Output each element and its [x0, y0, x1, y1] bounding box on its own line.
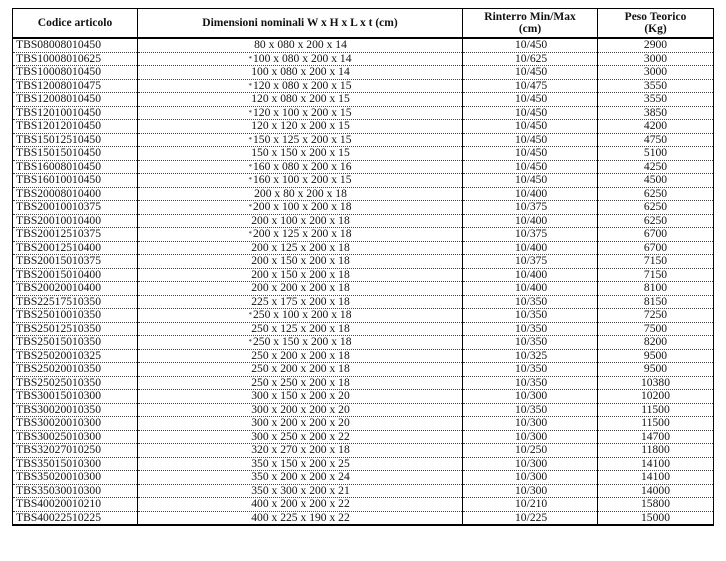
cell-code: TBS15012510450	[13, 133, 138, 147]
asterisk-mark: *	[248, 230, 252, 239]
cell-dimensions	[138, 187, 463, 201]
cell-weight: 14100	[598, 471, 714, 485]
cell-dimensions	[138, 147, 463, 161]
table-row	[13, 457, 714, 471]
cell-code: TBS22517510350	[13, 295, 138, 309]
asterisk-mark: *	[248, 108, 252, 117]
cell-dimensions	[138, 160, 463, 174]
product-table	[12, 8, 714, 526]
dimensions-value: 200 x 80 x 200 x 18	[254, 187, 347, 200]
cell-weight: 7500	[598, 322, 714, 336]
cell-backfill: 10/400	[463, 268, 598, 282]
dimensions-value: 200 x 100 x 200 x 18	[252, 200, 352, 214]
cell-weight: 6250	[598, 201, 714, 215]
table-row	[13, 160, 714, 174]
cell-dimensions	[138, 511, 463, 525]
cell-dimensions	[138, 66, 463, 80]
cell-dimensions	[138, 430, 463, 444]
table-row	[13, 147, 714, 161]
table-row	[13, 511, 714, 525]
cell-weight: 3550	[598, 79, 714, 93]
cell-backfill: 10/375	[463, 228, 598, 242]
cell-dimensions	[138, 255, 463, 269]
cell-dimensions	[138, 201, 463, 215]
cell-weight: 11500	[598, 417, 714, 431]
cell-code: TBS12012010450	[13, 120, 138, 134]
table-row	[13, 66, 714, 80]
table-row	[13, 133, 714, 147]
table-row	[13, 187, 714, 201]
table-row	[13, 430, 714, 444]
cell-dimensions	[138, 79, 463, 93]
cell-code: TBS15015010450	[13, 147, 138, 161]
table-row	[13, 228, 714, 242]
cell-code: TBS30025010300	[13, 430, 138, 444]
table-row	[13, 444, 714, 458]
dimensions-value: 350 x 200 x 200 x 24	[251, 470, 350, 484]
header-weight-line2: (Kg)	[644, 23, 667, 35]
dimensions-value: 300 x 150 x 200 x 20	[251, 389, 350, 403]
cell-weight: 9500	[598, 349, 714, 363]
asterisk-mark: *	[248, 338, 252, 347]
cell-dimensions	[138, 133, 463, 147]
cell-weight: 5100	[598, 147, 714, 161]
cell-dimensions	[138, 444, 463, 458]
cell-code: TBS35030010300	[13, 484, 138, 498]
cell-dimensions	[138, 376, 463, 390]
cell-dimensions	[138, 457, 463, 471]
table-row	[13, 52, 714, 66]
cell-backfill: 10/350	[463, 295, 598, 309]
dimensions-value: 350 x 150 x 200 x 25	[251, 457, 350, 470]
asterisk-mark: *	[248, 54, 252, 63]
cell-weight: 8200	[598, 336, 714, 350]
header-dimensions: Dimensioni nominali W x H x L x t (cm)	[138, 9, 463, 39]
cell-dimensions	[138, 336, 463, 350]
cell-dimensions	[138, 120, 463, 134]
cell-code: TBS20010010400	[13, 214, 138, 228]
cell-dimensions	[138, 268, 463, 282]
cell-backfill: 10/450	[463, 160, 598, 174]
cell-weight: 10200	[598, 390, 714, 404]
cell-dimensions	[138, 498, 463, 512]
cell-backfill: 10/350	[463, 322, 598, 336]
header-backfill	[463, 9, 598, 39]
cell-backfill: 10/300	[463, 484, 598, 498]
cell-backfill: 10/375	[463, 255, 598, 269]
cell-dimensions	[138, 322, 463, 336]
cell-backfill: 10/325	[463, 349, 598, 363]
cell-code: TBS40020010210	[13, 498, 138, 512]
cell-weight: 10380	[598, 376, 714, 390]
cell-dimensions	[138, 349, 463, 363]
cell-backfill: 10/210	[463, 498, 598, 512]
cell-backfill: 10/300	[463, 471, 598, 485]
dimensions-value: 300 x 200 x 200 x 20	[251, 403, 350, 416]
cell-dimensions	[138, 282, 463, 296]
dimensions-value: 150 x 150 x 200 x 15	[251, 146, 350, 160]
dimensions-value: 200 x 150 x 200 x 18	[251, 268, 350, 281]
cell-weight: 3000	[598, 52, 714, 66]
cell-backfill: 10/450	[463, 174, 598, 188]
dimensions-value: 120 x 080 x 200 x 15	[251, 92, 350, 106]
table-row	[13, 268, 714, 282]
dimensions-value: 120 x 120 x 200 x 15	[251, 119, 350, 133]
table-row	[13, 498, 714, 512]
cell-weight: 8150	[598, 295, 714, 309]
cell-weight: 2900	[598, 38, 714, 52]
table-row	[13, 79, 714, 93]
table-row	[13, 403, 714, 417]
dimensions-value: 200 x 200 x 200 x 18	[251, 281, 350, 295]
dimensions-value: 400 x 225 x 190 x 22	[251, 511, 350, 524]
cell-code: TBS20015010375	[13, 255, 138, 269]
asterisk-mark: *	[248, 81, 252, 90]
cell-code: TBS25015010350	[13, 336, 138, 350]
cell-backfill: 10/450	[463, 106, 598, 120]
table-row	[13, 174, 714, 188]
header-code: Codice articolo	[13, 9, 138, 39]
cell-code: TBS10008010450	[13, 66, 138, 80]
cell-backfill: 10/450	[463, 93, 598, 107]
cell-weight: 3550	[598, 93, 714, 107]
cell-code: TBS32027010250	[13, 444, 138, 458]
cell-backfill: 10/450	[463, 147, 598, 161]
cell-code: TBS16008010450	[13, 160, 138, 174]
dimensions-value: 250 x 100 x 200 x 18	[252, 308, 352, 322]
dimensions-value: 200 x 100 x 200 x 18	[251, 214, 350, 227]
header-weight	[598, 9, 714, 39]
cell-code: TBS12010010450	[13, 106, 138, 120]
cell-code: TBS20012510375	[13, 228, 138, 242]
cell-backfill: 10/350	[463, 403, 598, 417]
cell-code: TBS25020010350	[13, 363, 138, 377]
cell-dimensions	[138, 471, 463, 485]
asterisk-mark: *	[248, 162, 252, 171]
cell-weight: 6250	[598, 187, 714, 201]
cell-dimensions	[138, 417, 463, 431]
cell-backfill: 10/375	[463, 201, 598, 215]
cell-code: TBS30015010300	[13, 390, 138, 404]
dimensions-value: 200 x 125 x 200 x 18	[252, 227, 352, 241]
table-row	[13, 336, 714, 350]
asterisk-mark: *	[248, 311, 252, 320]
dimensions-value: 400 x 200 x 200 x 22	[251, 497, 350, 511]
cell-dimensions	[138, 484, 463, 498]
table-row	[13, 93, 714, 107]
cell-weight: 9500	[598, 363, 714, 377]
dimensions-value: 160 x 100 x 200 x 15	[252, 173, 352, 187]
cell-backfill: 10/450	[463, 133, 598, 147]
cell-weight: 7150	[598, 268, 714, 282]
dimensions-value: 100 x 080 x 200 x 14	[251, 65, 350, 79]
cell-backfill: 10/400	[463, 282, 598, 296]
cell-code: TBS16010010450	[13, 174, 138, 188]
cell-dimensions	[138, 106, 463, 120]
table-row	[13, 363, 714, 377]
cell-backfill: 10/300	[463, 430, 598, 444]
cell-backfill: 10/475	[463, 79, 598, 93]
cell-code: TBS40022510225	[13, 511, 138, 525]
dimensions-value: 250 x 200 x 200 x 18	[251, 362, 350, 376]
cell-weight: 14100	[598, 457, 714, 471]
table-row	[13, 38, 714, 52]
dimensions-value: 250 x 125 x 200 x 18	[251, 322, 350, 335]
dimensions-value: 200 x 150 x 200 x 18	[251, 254, 350, 268]
cell-weight: 7250	[598, 309, 714, 323]
cell-weight: 11500	[598, 403, 714, 417]
dimensions-value: 250 x 250 x 200 x 18	[251, 376, 350, 389]
dimensions-value: 250 x 150 x 200 x 18	[252, 335, 352, 349]
cell-weight: 3850	[598, 106, 714, 120]
cell-weight: 11800	[598, 444, 714, 458]
dimensions-value: 300 x 200 x 200 x 20	[251, 416, 350, 430]
cell-code: TBS10008010625	[13, 52, 138, 66]
cell-backfill: 10/300	[463, 417, 598, 431]
cell-code: TBS25025010350	[13, 376, 138, 390]
cell-backfill: 10/300	[463, 457, 598, 471]
product-spec-sheet	[12, 8, 713, 526]
dimensions-value: 160 x 080 x 200 x 16	[252, 160, 352, 173]
dimensions-value: 150 x 125 x 200 x 15	[252, 133, 352, 146]
dimensions-value: 200 x 125 x 200 x 18	[251, 241, 350, 254]
table-row	[13, 322, 714, 336]
dimensions-value: 320 x 270 x 200 x 18	[251, 443, 350, 457]
table-row	[13, 282, 714, 296]
dimensions-value: 350 x 300 x 200 x 21	[251, 484, 350, 497]
table-row	[13, 417, 714, 431]
asterisk-mark: *	[248, 176, 252, 185]
table-row	[13, 214, 714, 228]
cell-code: TBS20008010400	[13, 187, 138, 201]
cell-code: TBS35015010300	[13, 457, 138, 471]
table-row	[13, 484, 714, 498]
cell-backfill: 10/625	[463, 52, 598, 66]
cell-dimensions	[138, 309, 463, 323]
cell-dimensions	[138, 403, 463, 417]
cell-dimensions	[138, 295, 463, 309]
cell-weight: 4250	[598, 160, 714, 174]
cell-weight: 14000	[598, 484, 714, 498]
cell-dimensions	[138, 363, 463, 377]
table-body	[13, 38, 714, 525]
cell-weight: 7150	[598, 255, 714, 269]
cell-code: TBS08008010450	[13, 38, 138, 52]
cell-weight: 3000	[598, 66, 714, 80]
cell-weight: 15000	[598, 511, 714, 525]
cell-backfill: 10/350	[463, 309, 598, 323]
cell-code: TBS25010010350	[13, 309, 138, 323]
cell-weight: 14700	[598, 430, 714, 444]
cell-code: TBS20010010375	[13, 201, 138, 215]
table-header-row	[13, 9, 714, 39]
cell-weight: 6700	[598, 228, 714, 242]
cell-dimensions	[138, 174, 463, 188]
cell-weight: 6700	[598, 241, 714, 255]
cell-backfill: 10/450	[463, 120, 598, 134]
cell-dimensions	[138, 93, 463, 107]
cell-backfill: 10/450	[463, 38, 598, 52]
cell-backfill: 10/400	[463, 187, 598, 201]
cell-weight: 6250	[598, 214, 714, 228]
cell-code: TBS20012510400	[13, 241, 138, 255]
cell-backfill: 10/250	[463, 444, 598, 458]
cell-dimensions	[138, 52, 463, 66]
header-backfill-line1: Rinterro Min/Max	[484, 11, 576, 23]
cell-backfill: 10/400	[463, 241, 598, 255]
header-backfill-line2: (cm)	[518, 23, 542, 35]
dimensions-value: 225 x 175 x 200 x 18	[251, 295, 350, 308]
table-row	[13, 241, 714, 255]
cell-dimensions	[138, 390, 463, 404]
cell-code: TBS25020010325	[13, 349, 138, 363]
cell-code: TBS25012510350	[13, 322, 138, 336]
table-row	[13, 106, 714, 120]
dimensions-value: 120 x 100 x 200 x 15	[252, 106, 352, 119]
table-row	[13, 309, 714, 323]
cell-weight: 8100	[598, 282, 714, 296]
header-weight-line1: Peso Teorico	[624, 11, 687, 23]
dimensions-value: 300 x 250 x 200 x 22	[251, 430, 350, 443]
cell-code: TBS20015010400	[13, 268, 138, 282]
table-row	[13, 201, 714, 215]
asterisk-mark: *	[248, 203, 252, 212]
dimensions-value: 80 x 080 x 200 x 14	[254, 38, 347, 52]
cell-dimensions	[138, 241, 463, 255]
dimensions-value: 250 x 200 x 200 x 18	[251, 349, 350, 362]
cell-backfill: 10/300	[463, 390, 598, 404]
cell-code: TBS30020010350	[13, 403, 138, 417]
table-row	[13, 120, 714, 134]
cell-code: TBS20020010400	[13, 282, 138, 296]
cell-code: TBS12008010475	[13, 79, 138, 93]
cell-backfill: 10/450	[463, 66, 598, 80]
cell-dimensions	[138, 228, 463, 242]
cell-code: TBS12008010450	[13, 93, 138, 107]
cell-dimensions	[138, 38, 463, 52]
asterisk-mark: *	[248, 135, 252, 144]
table-row	[13, 295, 714, 309]
cell-backfill: 10/350	[463, 363, 598, 377]
cell-weight: 4750	[598, 133, 714, 147]
cell-weight: 15800	[598, 498, 714, 512]
cell-dimensions	[138, 214, 463, 228]
cell-code: TBS30020010300	[13, 417, 138, 431]
cell-code: TBS35020010300	[13, 471, 138, 485]
dimensions-value: 100 x 080 x 200 x 14	[252, 52, 352, 65]
cell-backfill: 10/400	[463, 214, 598, 228]
cell-weight: 4200	[598, 120, 714, 134]
cell-backfill: 10/350	[463, 336, 598, 350]
table-row	[13, 471, 714, 485]
table-row	[13, 390, 714, 404]
dimensions-value: 120 x 080 x 200 x 15	[252, 79, 352, 92]
table-row	[13, 255, 714, 269]
table-row	[13, 376, 714, 390]
table-row	[13, 349, 714, 363]
cell-weight: 4500	[598, 174, 714, 188]
cell-backfill: 10/225	[463, 511, 598, 525]
cell-backfill: 10/350	[463, 376, 598, 390]
